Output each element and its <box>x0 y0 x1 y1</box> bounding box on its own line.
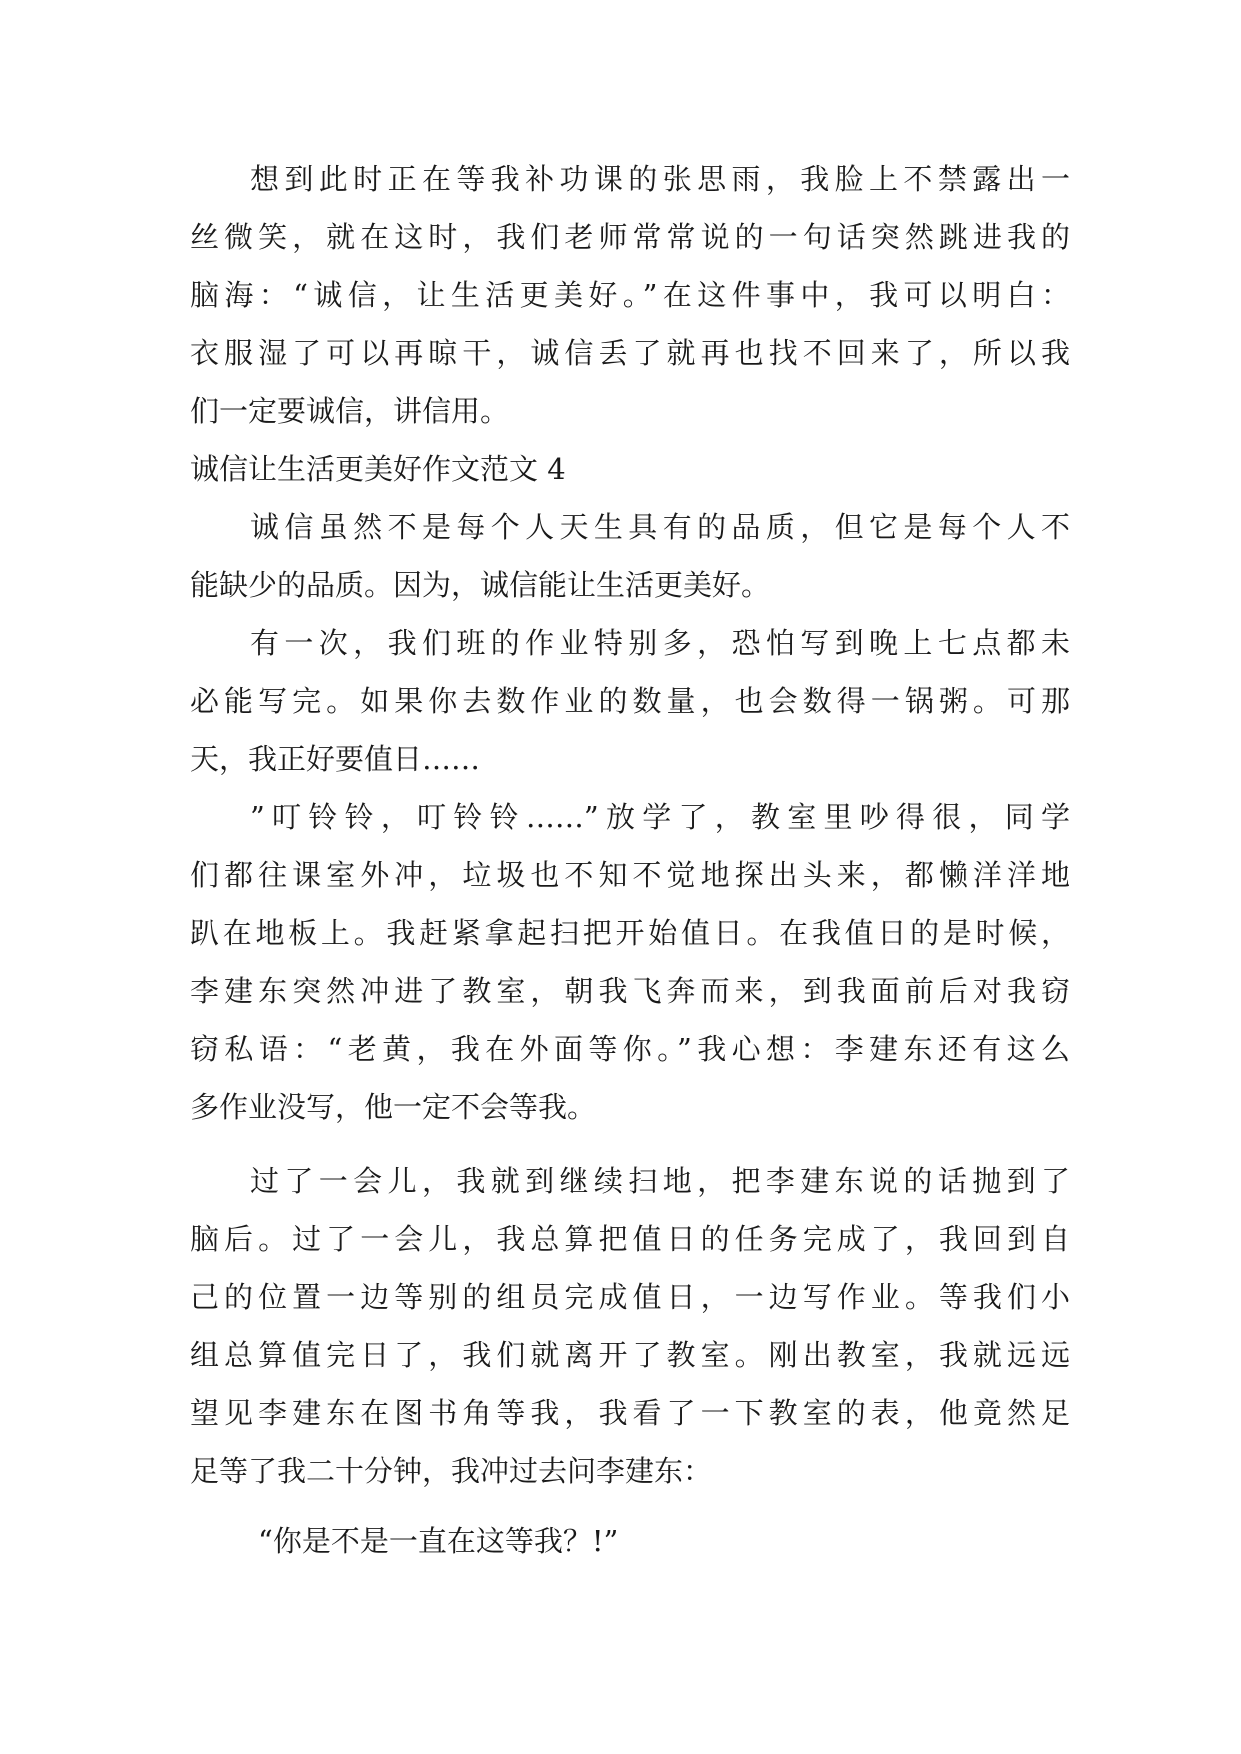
paragraph-line: 能缺少的品质。因为，诚信能让生活更美好。 <box>190 568 771 602</box>
paragraph-line: “你是不是一直在这等我？!” <box>258 1524 619 1558</box>
paragraph-line: 趴在地板上。我赶紧拿起扫把开始值日。在我值日的是时候， <box>190 916 1070 950</box>
section-heading: 诚信让生活更美好作文范文 4 <box>190 452 566 486</box>
paragraph-line: 衣服湿了可以再晾干，诚信丢了就再也找不回来了，所以我 <box>190 336 1070 370</box>
paragraph-line: 诚信虽然不是每个人天生具有的品质，但它是每个人不 <box>250 510 1070 544</box>
paragraph-line: 多作业没写，他一定不会等我。 <box>190 1090 597 1124</box>
paragraph-line: 必能写完。如果你去数作业的数量，也会数得一锅粥。可那 <box>190 684 1070 718</box>
paragraph-line: 脑海：“诚信，让生活更美好。”在这件事中，我可以明白： <box>190 278 1070 312</box>
paragraph-line: 们一定要诚信，讲信用。 <box>190 394 510 428</box>
paragraph-line: 窃私语：“老黄，我在外面等你。”我心想：李建东还有这么 <box>190 1032 1070 1066</box>
paragraph-line: 丝微笑，就在这时，我们老师常常说的一句话突然跳进我的 <box>190 220 1070 254</box>
paragraph-line: 脑后。过了一会儿，我总算把值日的任务完成了，我回到自 <box>190 1222 1070 1256</box>
paragraph-line: 想到此时正在等我补功课的张思雨，我脸上不禁露出一 <box>250 162 1070 196</box>
paragraph-line: 们都往课室外冲，垃圾也不知不觉地探出头来，都懒洋洋地 <box>190 858 1070 892</box>
paragraph-line: 己的位置一边等别的组员完成值日，一边写作业。等我们小 <box>190 1280 1070 1314</box>
paragraph-line: 过了一会儿，我就到继续扫地，把李建东说的话抛到了 <box>250 1164 1070 1198</box>
paragraph-line: 有一次，我们班的作业特别多，恐怕写到晚上七点都未 <box>250 626 1070 660</box>
paragraph-line: 天，我正好要值日…… <box>190 742 481 776</box>
paragraph-line: 足等了我二十分钟，我冲过去问李建东： <box>190 1454 713 1488</box>
paragraph-line: 望见李建东在图书角等我，我看了一下教室的表，他竟然足 <box>190 1396 1070 1430</box>
paragraph-line: 组总算值完日了，我们就离开了教室。刚出教室，我就远远 <box>190 1338 1070 1372</box>
paragraph-line: 李建东突然冲进了教室，朝我飞奔而来，到我面前后对我窃 <box>190 974 1070 1008</box>
paragraph-line: ”叮铃铃，叮铃铃……”放学了，教室里吵得很，同学 <box>250 800 1070 834</box>
